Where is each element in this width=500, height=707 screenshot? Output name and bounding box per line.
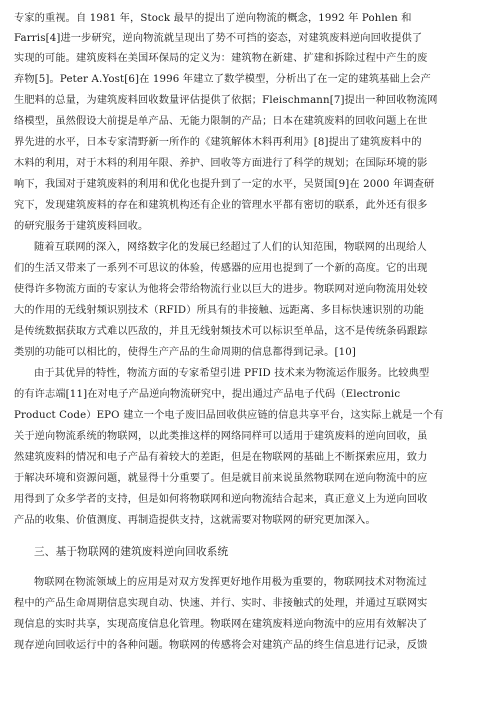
- text-line: 是传统数据获取方式难以匹敌的，并且无线射频技术可以标识至单品，这不是传统条码跟踪: [14, 326, 428, 337]
- text-line: 程中的产品生命周期信息实现自动、快速、并行、实时、非接触式的处理，并通过互联网实: [14, 598, 428, 609]
- text-line: 实现的可能。建筑废料在美国环保局的定义为：建筑物在新建、扩建和拆除过程中产生的废: [14, 53, 428, 64]
- section-heading: 三、基于物联网的建筑废料逆向回收系统: [34, 546, 229, 558]
- text-line: 使得许多物流方面的专家认为他将会带给物流行业以巨大的进步。物联网对逆向物流用处较: [14, 284, 428, 295]
- text-line: 产品的收集、价值测度、再制造提供支持，这就需要对物联网的研究更加深入。: [14, 515, 376, 526]
- text-line: Product Code）EPO 建立一个电子废旧品回收供应链的信息共享平台，这实际上就是一个有: [14, 410, 444, 421]
- text-line: 然建筑废料的情况和电子产品有着较大的差距，但是在物联网的基础上不断探索应用，致力: [14, 452, 428, 463]
- text-line: Farris[4]进一步研究，逆向物流就呈现出了势不可挡的姿态，对建筑废料逆向回收提供了: [14, 33, 423, 44]
- text-line: 随着互联网的深入，网络数字化的发展已经超过了人们的认知范围，物联网的出现给人: [34, 242, 427, 253]
- text-line: 大的作用的无线射频识别技术（RFID）所具有的非接触、远距离、多目标快速识别的功能: [14, 305, 425, 316]
- text-line: 用得到了众多学者的支持，但是如何将物联网和逆向物流结合起来，真正意义上为逆向回收: [14, 494, 428, 505]
- text-line: 于解决环境和资源问题，就显得十分重要了。但是就目前来说虽然物联网在逆向物流中的应: [14, 473, 428, 484]
- text-line: 的有许志端[11]在对电子产品逆向物流研究中，提出通过产品电子代码（Electronic: [14, 389, 401, 400]
- text-line: 响下，我国对于建筑废料的利用和优化也提升到了一定的水平，吴贤国[9]在 2000 年调查研: [14, 179, 435, 190]
- text-line: 现信息的实时共享，实现高度信息化管理。物联网在建筑废料逆向物流中的应用有效解决了: [14, 619, 428, 630]
- text-line: 关于逆向物流系统的物联网，以此类推这样的网络同样可以适用于建筑废料的逆向回收，虽: [14, 431, 428, 442]
- text-line: 究下，发现建筑废料的存在和建筑机构还有企业的管理水平都有密切的联系，此外还有很多: [14, 200, 428, 211]
- text-line: 的研究服务于建筑废料回收。: [14, 221, 149, 232]
- text-line: 类别的功能可以相比的，使得生产产品的生命周期的信息都得到记录。[10]: [14, 347, 356, 358]
- text-line: 们的生活又带来了一系列不可思议的体验，传感器的应用也提到了一个新的高度。它的出现: [14, 263, 428, 274]
- text-line: 络模型，虽然假设大前提是单产品、无能力限制的产品；日本在建筑废料的回收问题上在世: [14, 116, 428, 127]
- text-line: 专家的重视。自 1981 年，Stock 最早的提出了逆向物流的概念，1992 年 Pohlen 和: [14, 13, 412, 24]
- text-line: 生肥料的总量，为建筑废料回收数量评估提供了依据；Fleischmann[7]提出一种回收物流网: [14, 95, 438, 106]
- text-line: 现存逆向回收运行中的各种问题。物联网的传感将会对建筑产品的终生信息进行记录，反馈: [14, 640, 428, 651]
- text-line: 界先进的水平，日本专家清野新一所作的《建筑解体木料再利用》[8]提出了建筑废料中的: [14, 137, 422, 148]
- text-line: 由于其优异的特性，物流方面的专家希望引进 PFID 技术来为物流运作服务。比较典型: [34, 368, 430, 379]
- text-line: 物联网在物流领域上的应用是对双方发挥更好地作用极为重要的，物联网技术对物流过: [34, 577, 427, 588]
- text-line: 弃物[5]。Peter A.Yost[6]在 1996 年建立了数学模型，分析出了在一定的建筑基础上会产: [14, 74, 431, 85]
- text-line: 木料的利用，对于木料的利用年限、养护、回收等方面进行了科学的规划；在国际环境的影: [14, 158, 428, 169]
